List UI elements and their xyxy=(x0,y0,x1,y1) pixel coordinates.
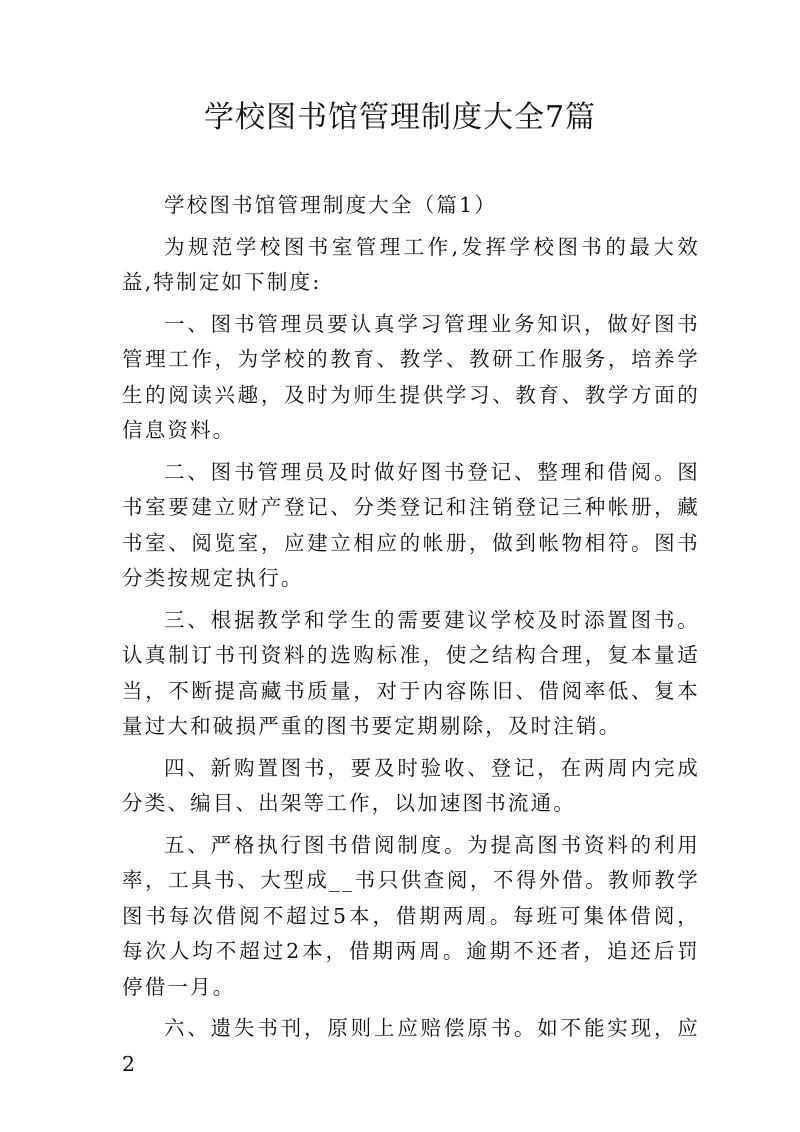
section-heading: 学校图书馆管理制度大全（篇1） xyxy=(164,193,498,217)
paragraph-rule-1: 一、图书管理员要认真学习管理业务知识，做好图书管理工作，为学校的教育、教学、教研工作服务，培养学生的阅读兴趣，及时为师生提供学习、教育、教学方面的信息资料。 xyxy=(122,311,700,442)
document-title: 学校图书馆管理制度大全7篇 xyxy=(203,100,597,135)
paragraph-rule-4: 四、新购置图书，要及时验收、登记，在两周内完成分类、编目、出架等工作，以加速图书流通。 xyxy=(122,755,700,815)
paragraph-rule-3: 三、根据教学和学生的需要建议学校及时添置图书。认真制订书刊资料的选购标准，使之结构合理，复本量适当，不断提高藏书质量，对于内容陈旧、借阅率低、复本量过大和破损严重的图书要定期剔除，及时注销。 xyxy=(122,607,700,738)
paragraph-rule-5: 五、严格执行图书借阅制度。为提高图书资料的利用率，工具书、大型成__书只供查阅，不得外借。教师教学图书每次借阅不超过5本，借期两周。每班可集体借阅，每次人均不超过2本，借期两周。逾期不还者，追还后罚停借一月。 xyxy=(122,832,700,999)
paragraph-rule-2: 二、图书管理员及时做好图书登记、整理和借阅。图书室要建立财产登记、分类登记和注销登记三种帐册，藏书室、阅览室，应建立相应的帐册，做到帐物相符。图书分类按规定执行。 xyxy=(122,459,700,590)
document-body xyxy=(122,188,700,1088)
paragraph-intro: 为规范学校图书室管理工作,发挥学校图书的最大效益,特制定如下制度: xyxy=(122,234,700,294)
paragraph-rule-6: 六、遗失书刊，原则上应赔偿原书。如不能实现，应2 xyxy=(122,1016,700,1076)
